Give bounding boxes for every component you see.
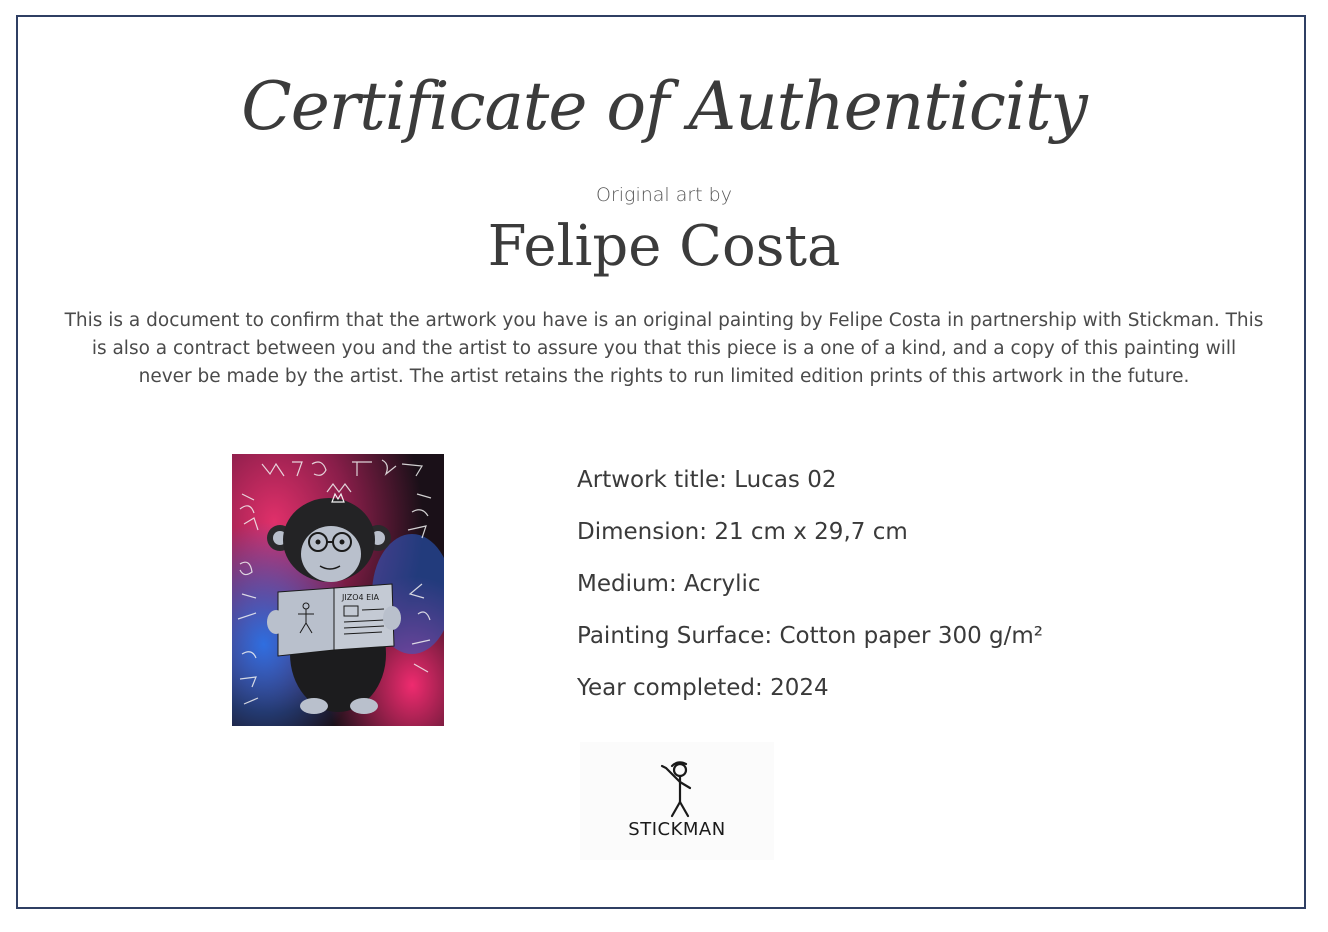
artwork-medium: Medium: Acrylic: [577, 571, 761, 597]
certificate-title: Certificate of Authenticity: [241, 68, 1087, 145]
artwork-title: Artwork title: Lucas 02: [577, 467, 837, 493]
stickman-logo-text: STICKMAN: [628, 819, 726, 840]
stickman-figure-icon: [580, 742, 774, 822]
artwork-details: [577, 462, 1277, 722]
artwork-surface: Painting Surface: Cotton paper 300 g/m²: [577, 623, 1043, 649]
certificate-subtitle: Original art by: [596, 184, 732, 206]
artwork-dimension: Dimension: 21 cm x 29,7 cm: [577, 519, 908, 545]
certificate-body-text: This is a document to confirm that the artwork you have is an original painting by Felipe Costa in partnership with Stickman. This is also a contract between you and the artist to assure you that this piece is a one of a kind, and a copy of this painting will never be made by the artist. The artist retains the rights to run limited edition prints of this artwork in the future.: [64, 310, 1264, 387]
newspaper-headline: JIZO4 EIA: [342, 593, 380, 602]
artwork-image: [232, 454, 444, 726]
stickman-logo: [580, 742, 774, 860]
artwork-year: Year completed: 2024: [577, 675, 829, 701]
artist-name: Felipe Costa: [487, 214, 841, 279]
